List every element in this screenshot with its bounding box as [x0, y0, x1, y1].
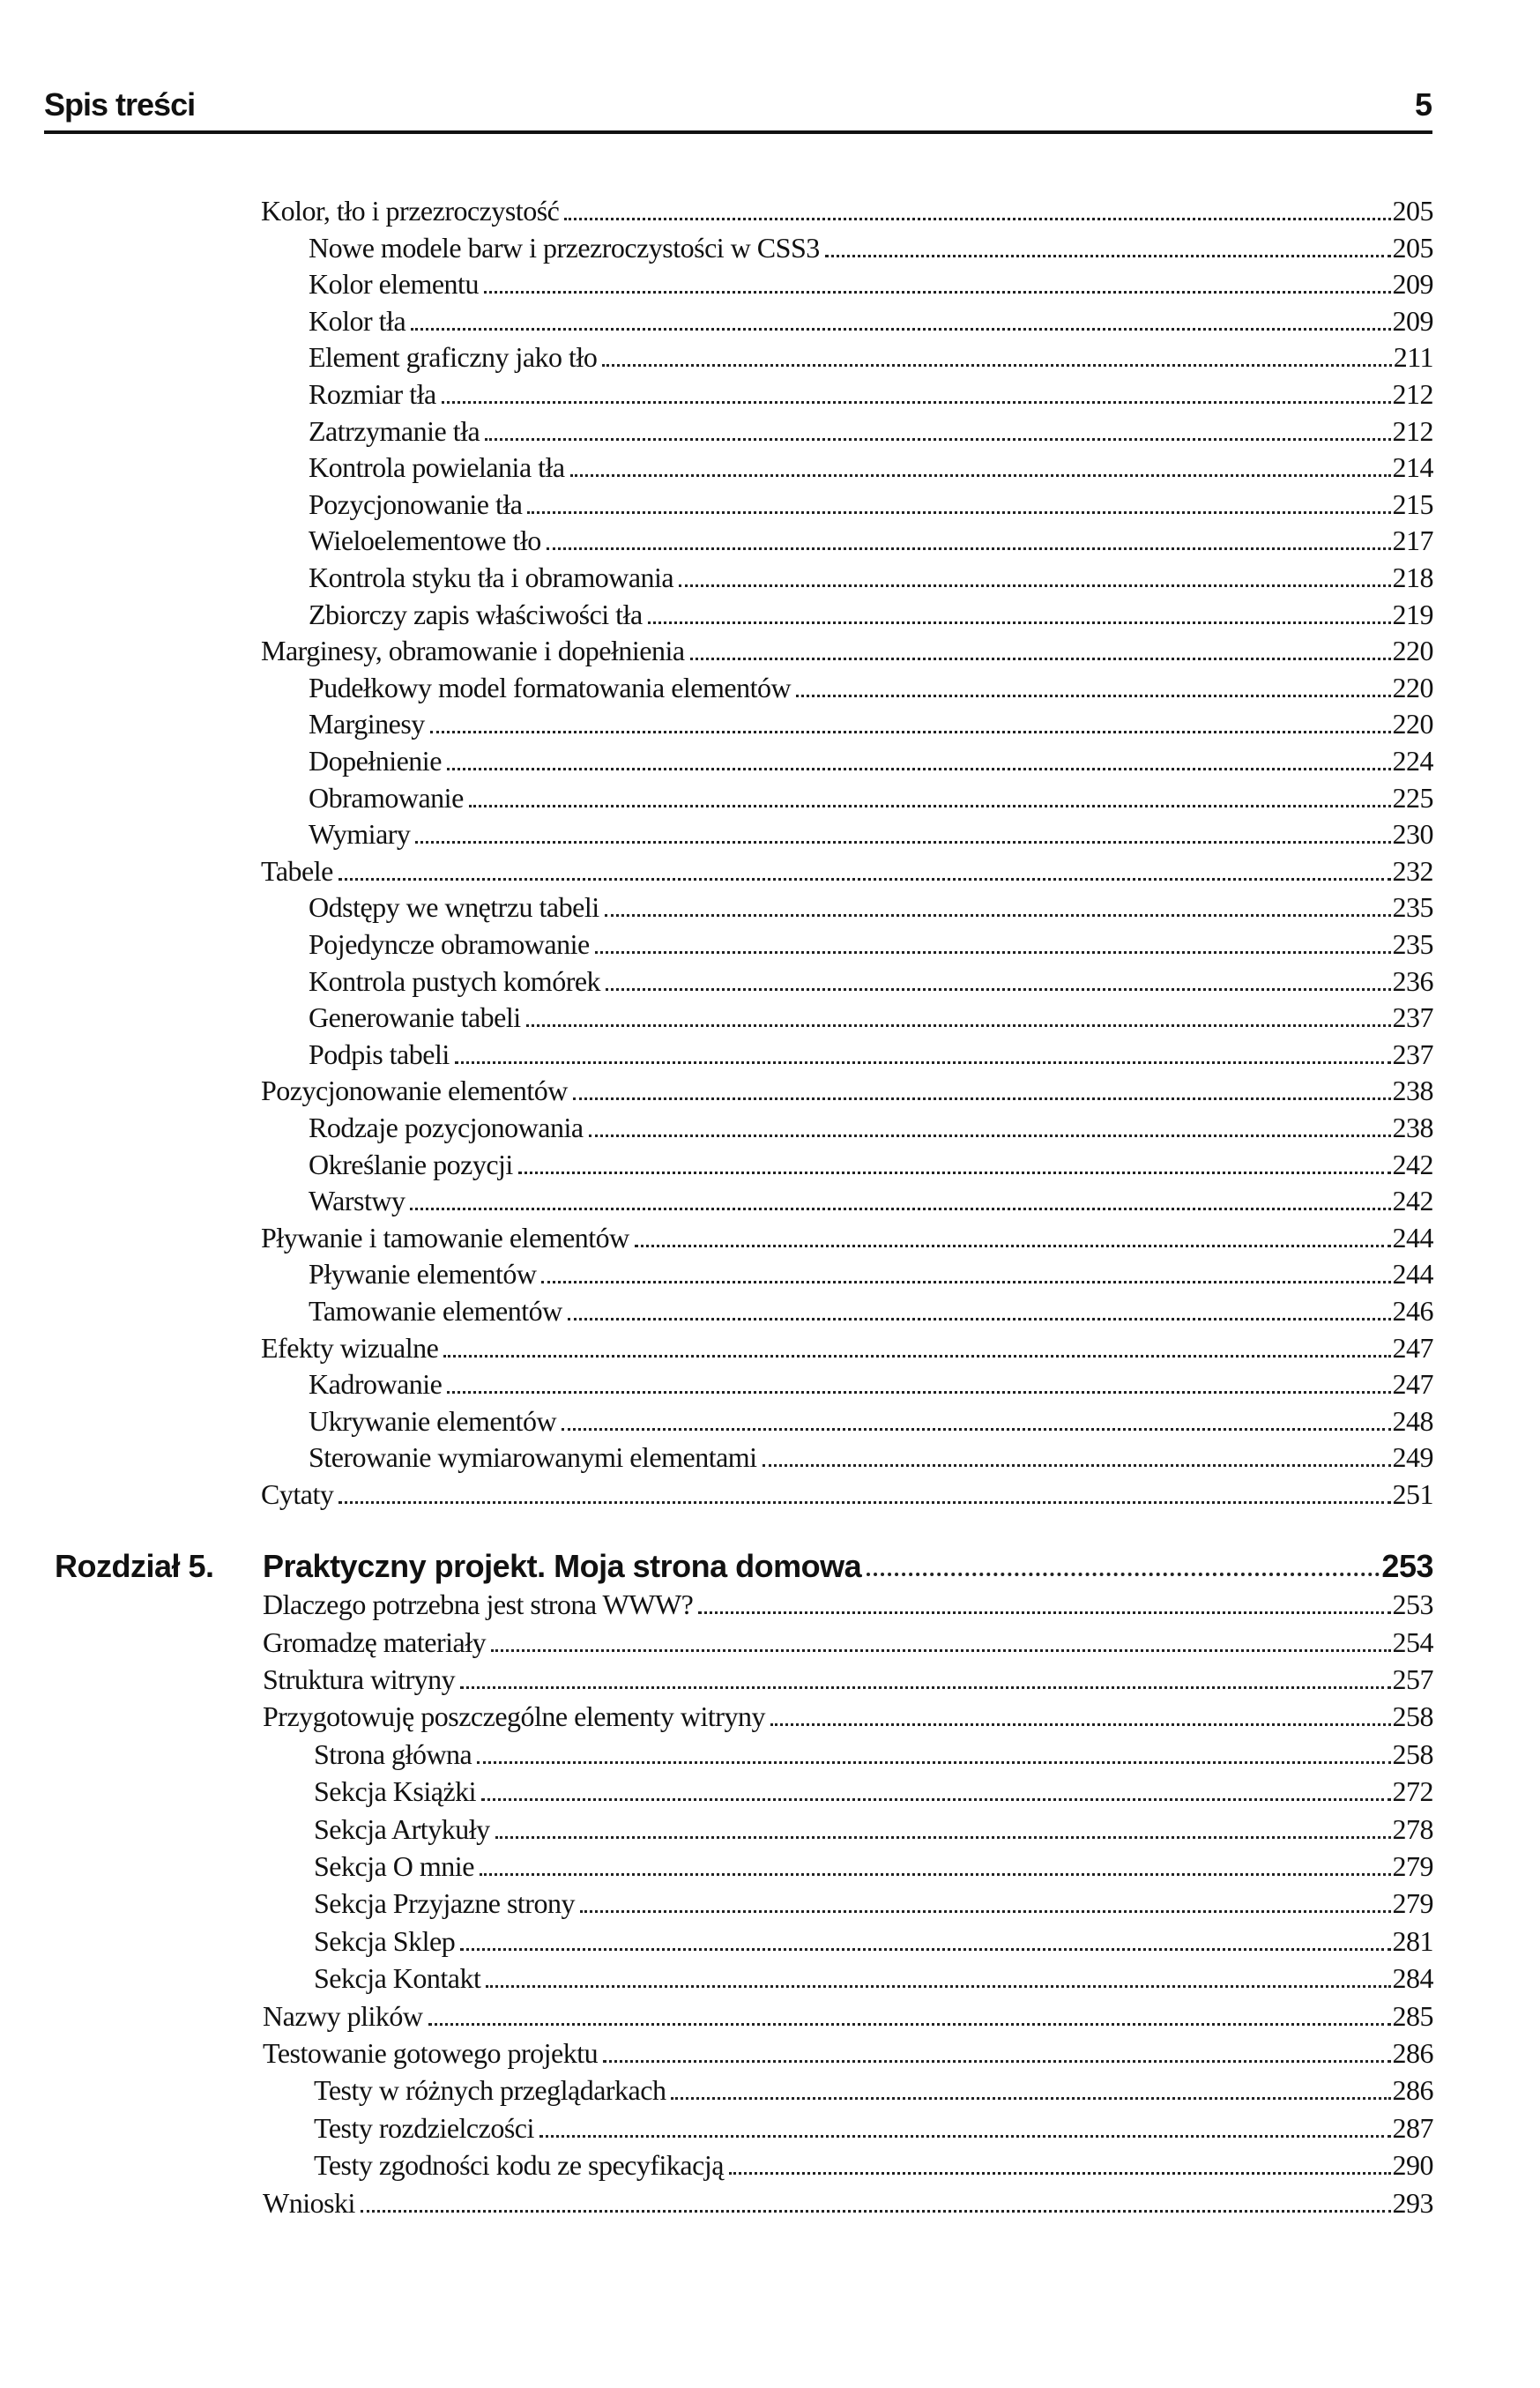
toc-entry — [309, 669, 1433, 706]
dot-leader — [481, 1798, 1390, 1801]
toc-entry-page: 279 — [1392, 1887, 1433, 1920]
toc-entry-page: 237 — [1392, 1001, 1433, 1034]
toc-entry-title: Obramowanie — [309, 781, 464, 814]
dot-leader — [564, 218, 1390, 220]
toc-entry-page: 217 — [1392, 524, 1433, 557]
toc-entry — [309, 1146, 1433, 1183]
dot-leader — [562, 1428, 1390, 1431]
toc-entry — [309, 1255, 1433, 1292]
toc-entry-page: 242 — [1392, 1148, 1433, 1180]
toc-entry-title: Pozycjonowanie tła — [309, 487, 523, 520]
toc-entry-page: 258 — [1392, 1737, 1433, 1770]
toc-entry — [314, 1960, 1433, 1997]
toc-entry-title: Generowanie tabeli — [309, 1001, 521, 1034]
dot-leader — [339, 878, 1391, 881]
toc-entry — [309, 1182, 1433, 1219]
toc-entry — [309, 265, 1433, 302]
toc-entry — [314, 1736, 1433, 1773]
dot-leader — [410, 1208, 1390, 1210]
toc-entry-title: Dopełnienie — [309, 745, 442, 777]
toc-entry-page: 258 — [1392, 1700, 1433, 1733]
toc-entry-title: Przygotowuję poszczególne elementy witryny — [263, 1700, 765, 1733]
dot-leader — [580, 1910, 1391, 1913]
toc-entry — [261, 632, 1433, 669]
toc-entry-title: Marginesy, obramowanie i dopełnienia — [261, 635, 685, 667]
toc-entry-page: 230 — [1392, 818, 1433, 851]
toc-entry-page: 284 — [1392, 1962, 1433, 1995]
toc-entry-page: 286 — [1392, 2074, 1433, 2107]
toc-entry-page: 247 — [1392, 1331, 1433, 1364]
toc-entry-page: 253 — [1381, 1547, 1433, 1584]
dot-leader — [339, 1501, 1390, 1504]
toc-entry-page: 209 — [1392, 304, 1433, 337]
dot-leader — [770, 1723, 1391, 1726]
toc-entry-page: 214 — [1392, 451, 1433, 484]
toc-entry-page: 219 — [1392, 598, 1433, 630]
toc-entry-page: 251 — [1392, 1478, 1433, 1510]
dot-leader — [447, 768, 1391, 770]
toc-entry-title: Kontrola pustych komórek — [309, 964, 601, 997]
toc-entry — [309, 1109, 1433, 1146]
toc-entry — [309, 302, 1433, 339]
toc-entry-page: 246 — [1392, 1295, 1433, 1327]
toc-entry-page: 218 — [1392, 562, 1433, 593]
dot-leader — [763, 1464, 1391, 1467]
toc-entry-page: 281 — [1392, 1924, 1433, 1957]
toc-entry-page: 286 — [1392, 2037, 1433, 2069]
chapter-number: Rozdział 5. — [55, 1547, 214, 1584]
toc-entry-title: Sterowanie wymiarowanymi elementami — [309, 1441, 757, 1474]
toc-entry-page: 249 — [1392, 1441, 1433, 1474]
toc-entry-title: Kontrola styku tła i obramowania — [309, 562, 674, 593]
toc-entry — [309, 963, 1433, 1000]
toc-entry — [309, 413, 1433, 450]
toc-entry-page: 290 — [1392, 2149, 1433, 2182]
dot-leader — [485, 438, 1390, 441]
toc-entry-title: Określanie pozycji — [309, 1148, 513, 1180]
toc-entry — [314, 2072, 1433, 2109]
toc-entry — [309, 596, 1433, 633]
dot-leader — [526, 1024, 1391, 1027]
toc-entry-page: 237 — [1392, 1038, 1433, 1070]
dot-leader — [527, 511, 1390, 514]
toc-entry-page: 220 — [1392, 671, 1433, 703]
dot-leader — [480, 1873, 1391, 1876]
toc-entry-title: Sekcja Kontakt — [314, 1962, 481, 1995]
toc-entry-page: 205 — [1392, 195, 1433, 227]
dot-leader — [428, 2023, 1391, 2026]
toc-entry-title: Praktyczny projekt. Moja strona domowa — [263, 1547, 862, 1584]
toc-entry — [314, 1923, 1433, 1960]
toc-entry-title: Rozmiar tła — [309, 378, 436, 410]
dot-leader — [491, 1649, 1390, 1652]
dot-leader — [541, 1281, 1390, 1283]
toc-entry — [261, 1476, 1433, 1513]
toc-entry — [309, 815, 1433, 852]
toc-entry — [263, 1997, 1433, 2035]
toc-entry-title: Pudełkowy model formatowania elementów — [309, 671, 792, 703]
toc-entry — [309, 559, 1433, 596]
toc-entry-page: 272 — [1392, 1775, 1433, 1808]
toc-entry-title: Pływanie i tamowanie elementów — [261, 1221, 629, 1254]
dot-leader — [443, 1355, 1390, 1358]
toc-entry-page: 278 — [1392, 1812, 1433, 1845]
toc-entry — [314, 1848, 1433, 1885]
toc-entry — [314, 1811, 1433, 1848]
toc-entry-title: Sekcja Książki — [314, 1775, 477, 1808]
toc-entry — [309, 742, 1433, 779]
toc-entry — [309, 1036, 1433, 1073]
dot-leader — [679, 584, 1390, 587]
toc-entry-title: Odstępy we wnętrzu tabeli — [309, 891, 599, 924]
dot-leader — [430, 731, 1391, 733]
toc-entry — [309, 486, 1433, 523]
toc-entry — [263, 1661, 1433, 1698]
toc-entry-title: Efekty wizualne — [261, 1331, 439, 1364]
toc-entry-page: 209 — [1392, 268, 1433, 301]
toc-entry — [263, 1698, 1433, 1735]
toc-entry-page: 244 — [1392, 1258, 1433, 1291]
toc-entry-page: 212 — [1392, 414, 1433, 447]
dot-leader — [477, 1761, 1390, 1764]
toc-entry — [261, 192, 1433, 229]
dot-leader — [547, 547, 1391, 550]
dot-leader — [447, 1391, 1390, 1394]
toc-entry — [309, 1402, 1433, 1439]
toc-entry-title: Sekcja Artykuły — [314, 1812, 490, 1845]
dot-leader — [690, 658, 1391, 660]
toc-entry-page: 253 — [1392, 1588, 1433, 1621]
toc-entry-page: 238 — [1392, 1075, 1433, 1107]
toc-entry-page: 254 — [1392, 1625, 1433, 1658]
toc-entry — [261, 1072, 1433, 1109]
toc-entry-title: Testowanie gotowego projektu — [263, 2037, 599, 2069]
toc-entry-page: 220 — [1392, 708, 1433, 740]
toc-entry-page: 205 — [1392, 231, 1433, 264]
toc-entry-title: Kolor elementu — [309, 268, 479, 301]
dot-leader — [415, 841, 1390, 844]
toc-entry-title: Element graficzny jako tło — [309, 341, 598, 374]
toc-entry-page: 287 — [1392, 2111, 1433, 2144]
toc-entry-page: 279 — [1392, 1850, 1433, 1882]
toc-entry-title: Dlaczego potrzebna jest strona WWW? — [263, 1588, 694, 1621]
toc-entry-title: Ukrywanie elementów — [309, 1404, 557, 1437]
dot-leader — [573, 1097, 1391, 1100]
toc-entry-title: Testy rozdzielczości — [314, 2111, 534, 2144]
toc-entry-title: Nowe modele barw i przezroczystości w CSS3 — [309, 231, 820, 264]
toc-entry-page: 235 — [1392, 891, 1433, 924]
dot-leader — [455, 1061, 1391, 1064]
header-rule — [44, 130, 1432, 134]
dot-leader — [518, 1172, 1391, 1174]
toc-entry-title: Sekcja Sklep — [314, 1924, 456, 1957]
dot-leader — [568, 1318, 1391, 1320]
toc-entry — [309, 338, 1433, 376]
toc-entry-title: Wieloelementowe tło — [309, 524, 541, 557]
toc-entry-title: Strona główna — [314, 1737, 472, 1770]
toc-entry — [309, 926, 1433, 963]
toc-entry-title: Nazwy plików — [263, 1999, 423, 2032]
toc-entry-title: Kolor, tło i przezroczystość — [261, 195, 560, 227]
dot-leader — [648, 621, 1391, 624]
toc-entry-title: Testy w różnych przeglądarkach — [314, 2074, 666, 2107]
toc-entry-title: Rodzaje pozycjonowania — [309, 1112, 584, 1143]
toc-entry-page: 232 — [1392, 854, 1433, 887]
toc-entry-page: 235 — [1392, 928, 1433, 960]
toc-entry — [261, 1219, 1433, 1256]
toc-entry-title: Kadrowanie — [309, 1368, 443, 1401]
toc-entry-page: 211 — [1393, 341, 1433, 374]
toc-entry — [309, 889, 1433, 926]
toc-entry — [314, 1885, 1433, 1922]
dot-leader — [698, 1611, 1390, 1614]
toc-entry — [309, 449, 1433, 486]
dot-leader — [796, 695, 1390, 697]
dot-leader — [539, 2135, 1391, 2138]
toc-entry-title: Sekcja O mnie — [314, 1850, 474, 1882]
toc-entry — [261, 852, 1433, 889]
toc-entry-title: Sekcja Przyjazne strony — [314, 1887, 575, 1920]
toc-entry-page: 236 — [1392, 964, 1433, 997]
toc-entry-title: Kontrola powielania tła — [309, 451, 565, 484]
dot-leader — [442, 401, 1391, 404]
toc-entry-title: Wnioski — [263, 2186, 355, 2219]
toc-entry-page: 215 — [1392, 487, 1433, 520]
toc-entry — [314, 2146, 1433, 2183]
dot-leader — [411, 328, 1390, 331]
dot-leader — [603, 2060, 1390, 2063]
toc-entry — [309, 999, 1433, 1036]
toc-entry-page: 212 — [1392, 378, 1433, 410]
toc-entry-title: Testy zgodności kodu ze specyfikacją — [314, 2149, 724, 2182]
toc-entry-title: Pozycjonowanie elementów — [261, 1075, 568, 1107]
dot-leader — [570, 474, 1391, 477]
dot-leader — [867, 1573, 1380, 1576]
dot-leader — [602, 364, 1391, 367]
toc-entry-title: Wymiary — [309, 818, 411, 851]
toc-entry — [309, 229, 1433, 266]
toc-entry-title: Marginesy — [309, 708, 425, 740]
toc-entry-page: 238 — [1392, 1112, 1433, 1143]
toc-entry-page: 285 — [1392, 1999, 1433, 2032]
toc-entry-title: Zatrzymanie tła — [309, 414, 480, 447]
toc-entry — [309, 1365, 1433, 1402]
dot-leader — [606, 988, 1390, 991]
dot-leader — [469, 805, 1391, 807]
dot-leader — [595, 951, 1391, 954]
toc-entry-page: 247 — [1392, 1368, 1433, 1401]
page-number: 5 — [1414, 86, 1432, 123]
toc-entry — [309, 705, 1433, 742]
toc-entry — [314, 2109, 1433, 2146]
dot-leader — [361, 2210, 1391, 2213]
toc-entry — [314, 1773, 1433, 1810]
toc-entry — [263, 2035, 1433, 2072]
toc-entry — [309, 376, 1433, 413]
toc-entry-page: 244 — [1392, 1221, 1433, 1254]
toc-entry — [309, 1292, 1433, 1329]
toc-entry-title: Warstwy — [309, 1185, 405, 1217]
toc-entry-page: 220 — [1392, 635, 1433, 667]
running-title: Spis treści — [44, 86, 196, 123]
toc-entry-title: Podpis tabeli — [309, 1038, 450, 1070]
toc-entry — [261, 1329, 1433, 1366]
toc-entry — [263, 1624, 1433, 1661]
dot-leader — [605, 914, 1391, 917]
toc-entry — [263, 1586, 1433, 1623]
toc-entry-title: Pływanie elementów — [309, 1258, 537, 1291]
toc-entry-page: 225 — [1392, 781, 1433, 814]
toc-entry-title: Struktura witryny — [263, 1663, 456, 1695]
toc-entry — [309, 522, 1433, 559]
dot-leader — [460, 1948, 1390, 1951]
dot-leader — [635, 1245, 1391, 1247]
toc-entry — [263, 2184, 1433, 2221]
toc-entry-page: 257 — [1392, 1663, 1433, 1695]
toc-entry — [309, 779, 1433, 816]
toc-entry-page: 293 — [1392, 2186, 1433, 2219]
dot-leader — [495, 1836, 1391, 1839]
toc-entry-title: Gromadzę materiały — [263, 1625, 487, 1658]
toc-entry-title: Cytaty — [261, 1478, 334, 1510]
toc-entry-title: Tabele — [261, 854, 333, 887]
dot-leader — [825, 255, 1391, 257]
toc-entry-title: Pojedyncze obramowanie — [309, 928, 590, 960]
dot-leader — [589, 1134, 1391, 1137]
toc-entry-page: 248 — [1392, 1404, 1433, 1437]
dot-leader — [460, 1686, 1390, 1689]
toc-entry — [309, 1439, 1433, 1476]
toc-entry-title: Zbiorczy zapis właściwości tła — [309, 598, 643, 630]
toc-entry-page: 242 — [1392, 1185, 1433, 1217]
dot-leader — [484, 291, 1391, 294]
toc-entry-title: Tamowanie elementów — [309, 1295, 562, 1327]
toc-entry-page: 224 — [1392, 745, 1433, 777]
dot-leader — [486, 1985, 1390, 1988]
chapter-heading — [263, 1548, 1433, 1585]
page-header — [44, 86, 1432, 132]
dot-leader — [671, 2097, 1390, 2100]
dot-leader — [729, 2172, 1391, 2175]
toc-entry-title: Kolor tła — [309, 304, 406, 337]
